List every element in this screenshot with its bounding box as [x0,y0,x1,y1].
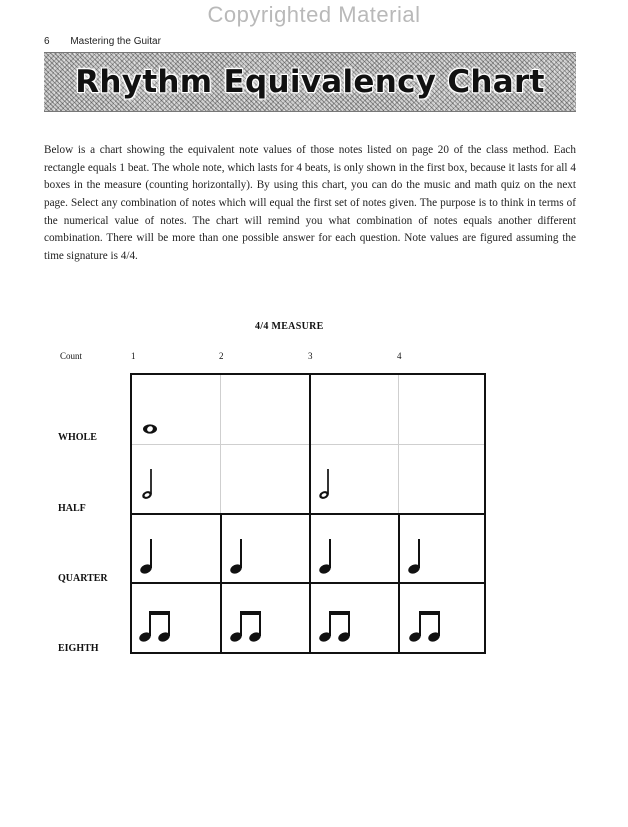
grid-line [398,513,400,652]
page-number: 6 [44,36,50,47]
quarter-note-icon [316,537,336,575]
intro-paragraph: Below is a chart showing the equivalent note values of those notes listed on page 20 of the class method. Each rectangle equals 1 beat. The whole note, which lasts for 4 beats, is only shown in the first box, because it lasts for all 4 boxes in the measure (counting horizontally). By using this chart, you can do the music and math quiz on the next page. Select any combination of notes which will equal the first set of notes given. The purpose is to think in terms of the numerical value of notes. The chart will remind you what combination of notes equals another different combination. There will be more than one possible answer for each question. Note values are figured assuming the time signature is 4/4. [44,144,576,262]
row-label-eighth: EIGHTH [58,643,99,654]
grid-line [220,513,222,652]
running-head [44,36,161,47]
row-label-quarter: QUARTER [58,573,108,584]
whole-note-icon [140,421,160,437]
half-note-icon [139,467,157,501]
book-title: Mastering the Guitar [70,36,161,47]
count-4: 4 [397,351,402,361]
count-label: Count [60,351,83,361]
grid-line [132,444,484,445]
quarter-note-icon [137,537,157,575]
eighth-notes-icon [138,609,172,643]
count-1: 1 [131,351,136,361]
copyright-watermark: Copyrighted Material [207,2,421,27]
chart-title: 4/4 MEASURE [255,321,324,332]
eighth-notes-icon [408,609,442,643]
eighth-notes-icon [229,609,263,643]
count-2: 2 [219,351,224,361]
page-title: Rhythm Equivalency Chart [75,64,545,100]
grid-line [309,375,311,652]
half-note-icon [316,467,334,501]
grid-line [398,375,399,513]
title-banner [44,52,576,112]
row-label-whole: WHOLE [58,432,97,443]
eighth-notes-icon [318,609,352,643]
quarter-note-icon [227,537,247,575]
row-label-half: HALF [58,503,86,514]
count-3: 3 [308,351,313,361]
grid-line [132,513,484,515]
quarter-note-icon [405,537,425,575]
rhythm-grid [130,373,486,654]
grid-line [132,582,484,584]
grid-line [220,375,221,513]
